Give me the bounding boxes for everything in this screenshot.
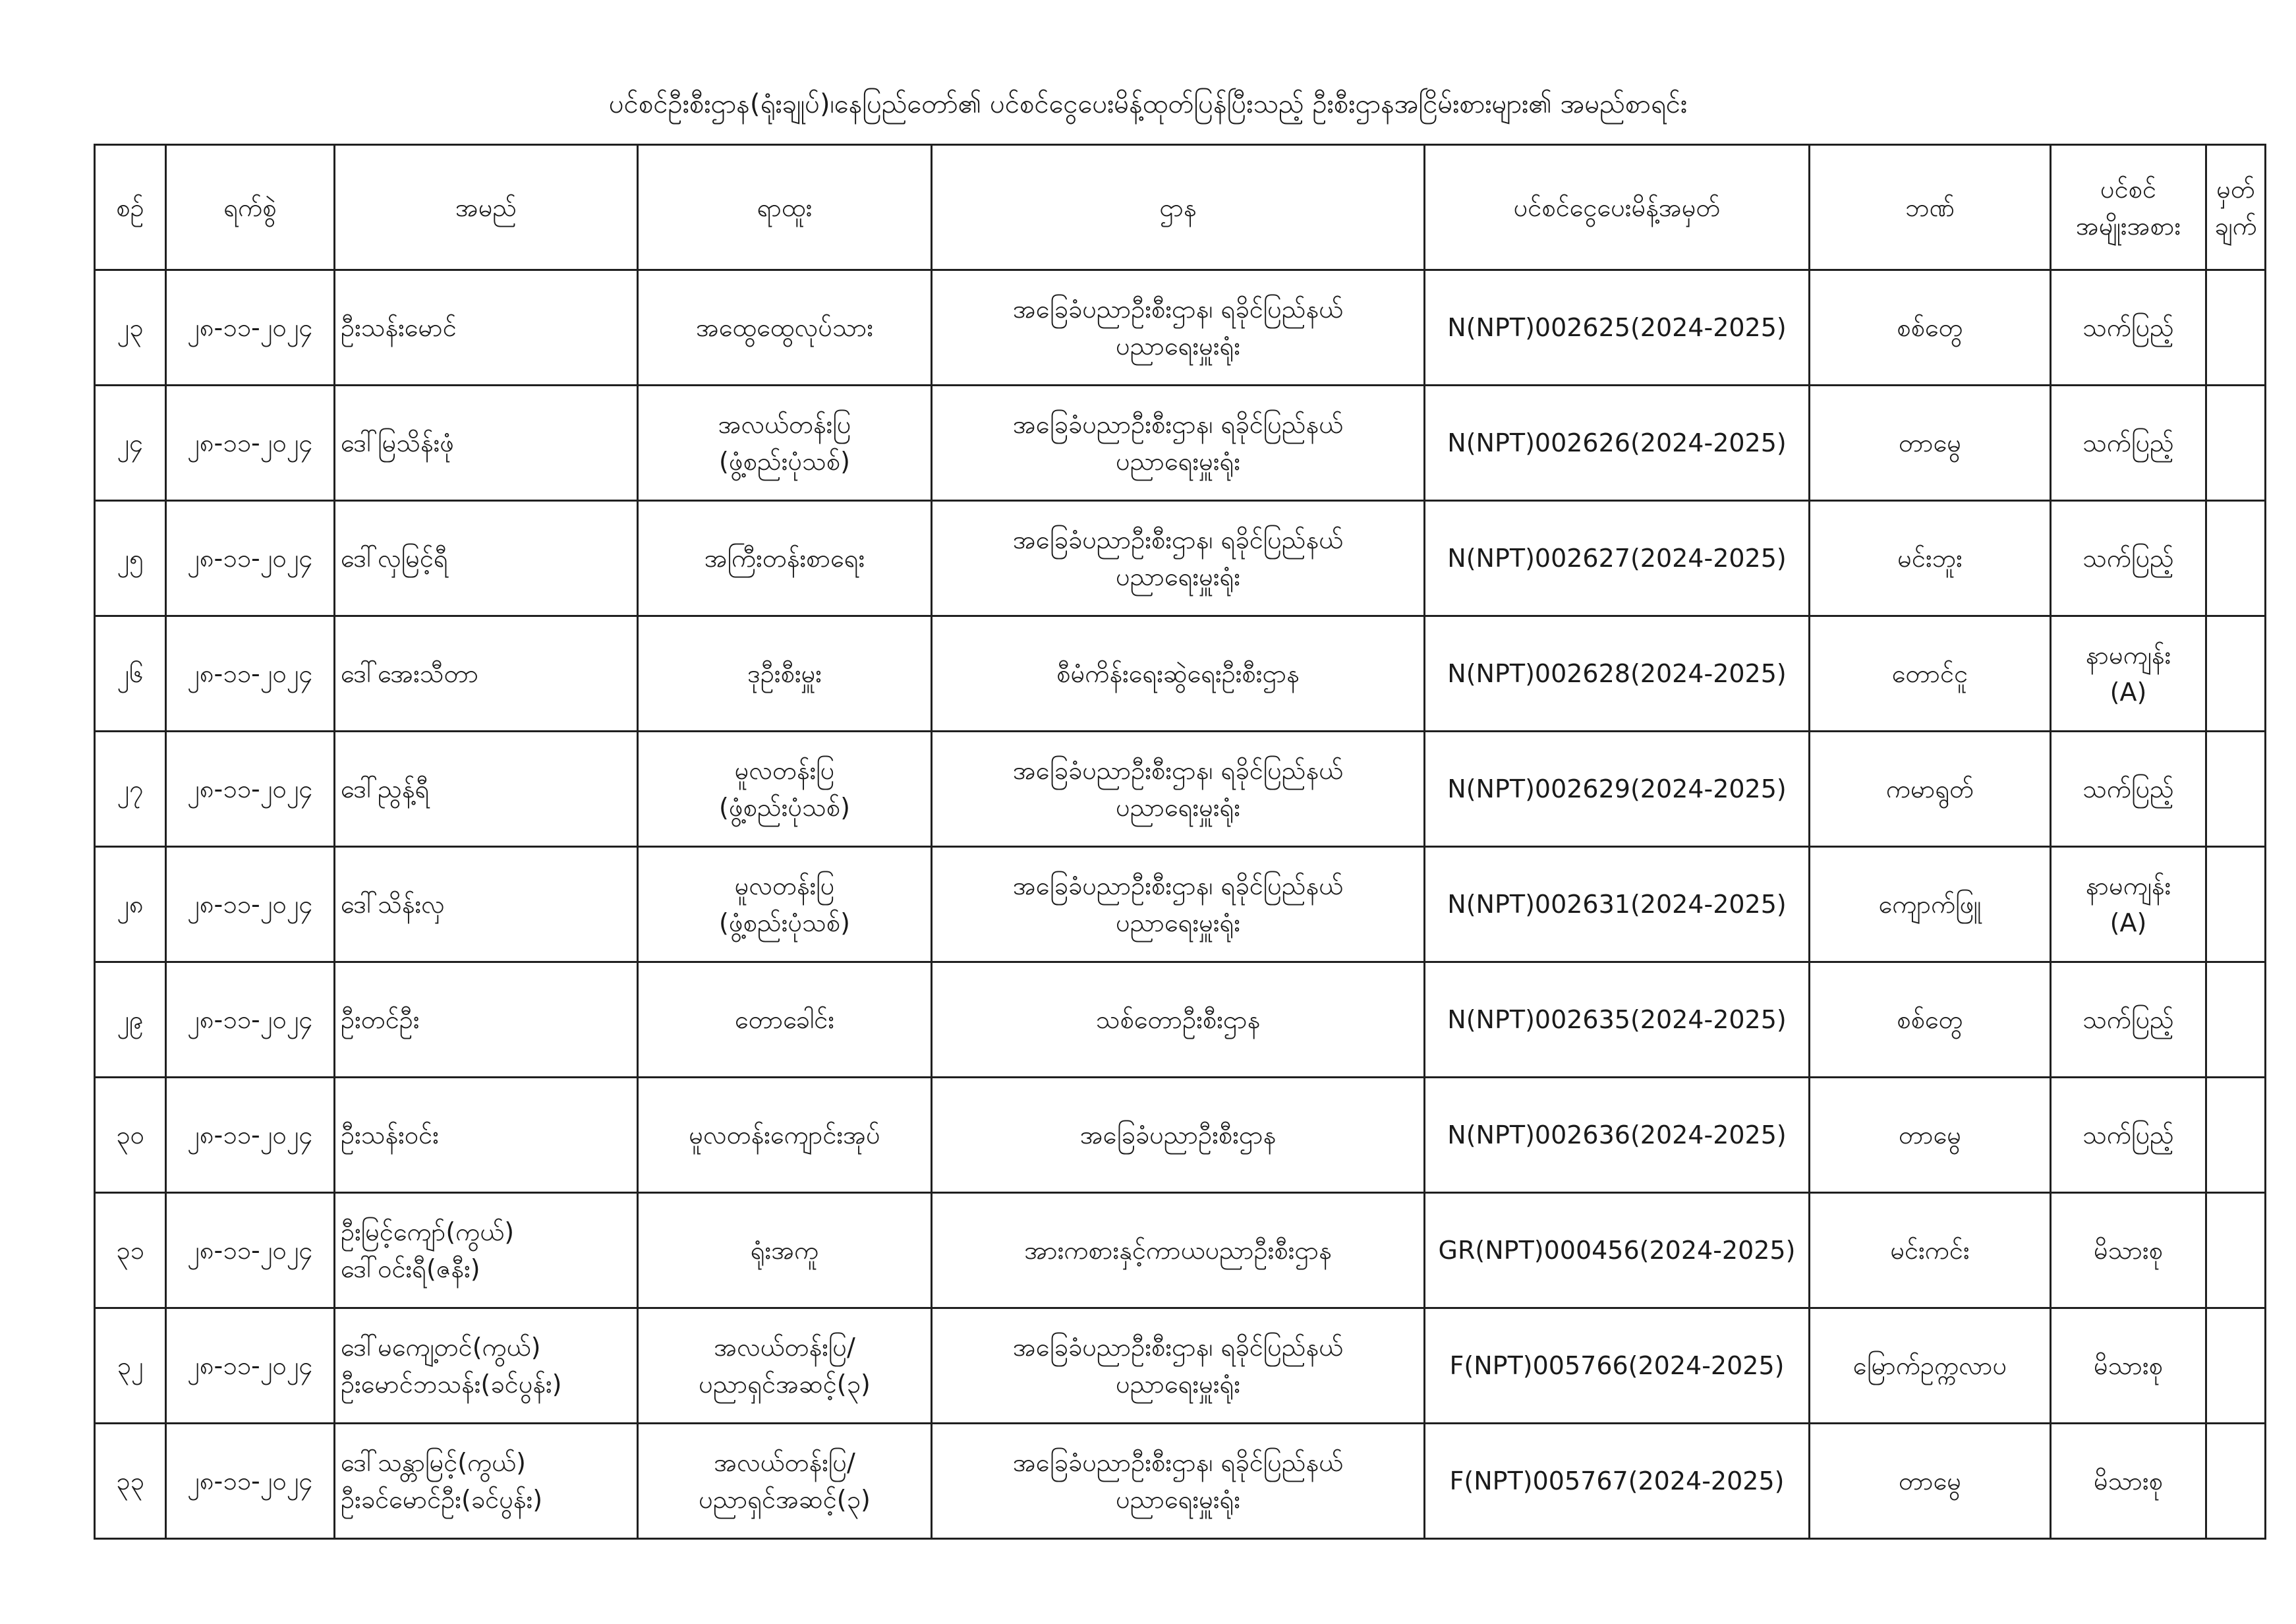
cell-bank: တာမွေ bbox=[1810, 386, 2051, 501]
header-no: စဉ် bbox=[95, 145, 166, 270]
table-row bbox=[95, 1193, 2266, 1308]
cell-no: ၃၂ bbox=[95, 1308, 166, 1424]
cell-remark bbox=[2206, 732, 2266, 847]
cell-no: ၃၁ bbox=[95, 1193, 166, 1308]
cell-date: ၂၈-၁၁-၂၀၂၄ bbox=[166, 962, 335, 1078]
cell-bank: ကျောက်ဖြူ bbox=[1810, 847, 2051, 962]
cell-remark bbox=[2206, 616, 2266, 732]
header-department: ဌာန bbox=[932, 145, 1425, 270]
cell-no: ၂၉ bbox=[95, 962, 166, 1078]
cell-date: ၂၈-၁၁-၂၀၂၄ bbox=[166, 1424, 335, 1539]
table-row bbox=[95, 732, 2266, 847]
cell-order-no: N(NPT)002625(2024-2025) bbox=[1425, 270, 1810, 386]
cell-department: အခြေခံပညာဦးစီးဌာန bbox=[932, 1078, 1425, 1193]
cell-no: ၃၀ bbox=[95, 1078, 166, 1193]
cell-date: ၂၈-၁၁-၂၀၂၄ bbox=[166, 1078, 335, 1193]
cell-bank: မင်းကင်း bbox=[1810, 1193, 2051, 1308]
cell-department: သစ်တောဦးစီးဌာန bbox=[932, 962, 1425, 1078]
cell-remark bbox=[2206, 1078, 2266, 1193]
cell-rank: မူလတန်းပြ (ဖွံ့စည်းပုံသစ်) bbox=[638, 847, 932, 962]
cell-name: ဦးတင်ဦး bbox=[335, 962, 638, 1078]
cell-no: ၃၃ bbox=[95, 1424, 166, 1539]
cell-pension-type: နာမကျန်း (A) bbox=[2051, 616, 2206, 732]
cell-date: ၂၈-၁၁-၂၀၂၄ bbox=[166, 847, 335, 962]
cell-date: ၂၈-၁၁-၂၀၂၄ bbox=[166, 386, 335, 501]
cell-rank: အလယ်တန်းပြ (ဖွံ့စည်းပုံသစ်) bbox=[638, 386, 932, 501]
table-row bbox=[95, 386, 2266, 501]
table-row bbox=[95, 270, 2266, 386]
cell-pension-type: သက်ပြည့် bbox=[2051, 501, 2206, 616]
cell-order-no: N(NPT)002627(2024-2025) bbox=[1425, 501, 1810, 616]
cell-bank: တာမွေ bbox=[1810, 1424, 2051, 1539]
cell-name: ဦးသန်းမောင် bbox=[335, 270, 638, 386]
cell-department: အခြေခံပညာဦးစီးဌာန၊ ရခိုင်ပြည်နယ် ပညာရေးမှူးရုံး bbox=[932, 847, 1425, 962]
cell-order-no: N(NPT)002629(2024-2025) bbox=[1425, 732, 1810, 847]
header-remark: မှတ် ချက် bbox=[2206, 145, 2266, 270]
cell-date: ၂၈-၁၁-၂၀၂၄ bbox=[166, 616, 335, 732]
cell-order-no: N(NPT)002628(2024-2025) bbox=[1425, 616, 1810, 732]
header-name: အမည် bbox=[335, 145, 638, 270]
cell-date: ၂၈-၁၁-၂၀၂၄ bbox=[166, 270, 335, 386]
cell-rank: ဒုဦးစီးမှူး bbox=[638, 616, 932, 732]
cell-name: ဒေါ်လှမြင့်ရီ bbox=[335, 501, 638, 616]
cell-bank: တာမွေ bbox=[1810, 1078, 2051, 1193]
cell-pension-type: သက်ပြည့် bbox=[2051, 270, 2206, 386]
table-body bbox=[95, 270, 2266, 1539]
cell-rank: မူလတန်းပြ (ဖွံ့စည်းပုံသစ်) bbox=[638, 732, 932, 847]
cell-department: အားကစားနှင့်ကာယပညာဦးစီးဌာန bbox=[932, 1193, 1425, 1308]
cell-pension-type: သက်ပြည့် bbox=[2051, 386, 2206, 501]
cell-rank: အကြီးတန်းစာရေး bbox=[638, 501, 932, 616]
table-row bbox=[95, 1424, 2266, 1539]
cell-pension-type: မိသားစု bbox=[2051, 1308, 2206, 1424]
cell-date: ၂၈-၁၁-၂၀၂၄ bbox=[166, 1193, 335, 1308]
pension-register-table bbox=[94, 144, 2266, 1540]
cell-name: ဒေါ်မကျေ့တင်(ကွယ်) ဦးမောင်ဘသန်း(ခင်ပွန်း) bbox=[335, 1308, 638, 1424]
cell-remark bbox=[2206, 1193, 2266, 1308]
cell-pension-type: မိသားစု bbox=[2051, 1193, 2206, 1308]
cell-order-no: F(NPT)005766(2024-2025) bbox=[1425, 1308, 1810, 1424]
table-row bbox=[95, 847, 2266, 962]
header-order-no: ပင်စင်ငွေပေးမိန့်အမှတ် bbox=[1425, 145, 1810, 270]
cell-remark bbox=[2206, 1308, 2266, 1424]
cell-order-no: N(NPT)002635(2024-2025) bbox=[1425, 962, 1810, 1078]
cell-pension-type: သက်ပြည့် bbox=[2051, 962, 2206, 1078]
cell-date: ၂၈-၁၁-၂၀၂၄ bbox=[166, 1308, 335, 1424]
cell-department: အခြေခံပညာဦးစီးဌာန၊ ရခိုင်ပြည်နယ် ပညာရေးမှူးရုံး bbox=[932, 270, 1425, 386]
cell-remark bbox=[2206, 270, 2266, 386]
cell-name: ဒေါ်သန္တာမြင့်(ကွယ်) ဦးခင်မောင်ဦး(ခင်ပွန်း) bbox=[335, 1424, 638, 1539]
cell-department: အခြေခံပညာဦးစီးဌာန၊ ရခိုင်ပြည်နယ် ပညာရေးမှူးရုံး bbox=[932, 501, 1425, 616]
cell-name: ဦးသန်းဝင်း bbox=[335, 1078, 638, 1193]
cell-order-no: N(NPT)002636(2024-2025) bbox=[1425, 1078, 1810, 1193]
table-row bbox=[95, 1308, 2266, 1424]
cell-date: ၂၈-၁၁-၂၀၂၄ bbox=[166, 501, 335, 616]
cell-bank: မြောက်ဥက္ကလာပ bbox=[1810, 1308, 2051, 1424]
cell-name: ဒေါ်အေးသီတာ bbox=[335, 616, 638, 732]
table-row bbox=[95, 501, 2266, 616]
table-row bbox=[95, 1078, 2266, 1193]
cell-bank: မင်းဘူး bbox=[1810, 501, 2051, 616]
cell-remark bbox=[2206, 847, 2266, 962]
header-date: ရက်စွဲ bbox=[166, 145, 335, 270]
cell-bank: တောင်ငူ bbox=[1810, 616, 2051, 732]
cell-bank: စစ်တွေ bbox=[1810, 270, 2051, 386]
cell-order-no: GR(NPT)000456(2024-2025) bbox=[1425, 1193, 1810, 1308]
table-row bbox=[95, 962, 2266, 1078]
cell-name: ဒေါ်သိန်းလှ bbox=[335, 847, 638, 962]
cell-date: ၂၈-၁၁-၂၀၂၄ bbox=[166, 732, 335, 847]
cell-name: ဦးမြင့်ကျော်(ကွယ်) ဒေါ်ဝင်းရီ(ဇနီး) bbox=[335, 1193, 638, 1308]
cell-pension-type: သက်ပြည့် bbox=[2051, 1078, 2206, 1193]
cell-order-no: N(NPT)002631(2024-2025) bbox=[1425, 847, 1810, 962]
cell-department: အခြေခံပညာဦးစီးဌာန၊ ရခိုင်ပြည်နယ် ပညာရေးမှူးရုံး bbox=[932, 1424, 1425, 1539]
cell-order-no: N(NPT)002626(2024-2025) bbox=[1425, 386, 1810, 501]
cell-remark bbox=[2206, 962, 2266, 1078]
table-row bbox=[95, 616, 2266, 732]
cell-bank: ကမာရွတ် bbox=[1810, 732, 2051, 847]
cell-rank: မူလတန်းကျောင်းအုပ် bbox=[638, 1078, 932, 1193]
cell-pension-type: သက်ပြည့် bbox=[2051, 732, 2206, 847]
cell-no: ၂၆ bbox=[95, 616, 166, 732]
cell-no: ၂၄ bbox=[95, 386, 166, 501]
cell-order-no: F(NPT)005767(2024-2025) bbox=[1425, 1424, 1810, 1539]
cell-department: အခြေခံပညာဦးစီးဌာန၊ ရခိုင်ပြည်နယ် ပညာရေးမှူးရုံး bbox=[932, 1308, 1425, 1424]
cell-no: ၂၅ bbox=[95, 501, 166, 616]
cell-rank: အထွေထွေလုပ်သား bbox=[638, 270, 932, 386]
header-pension-type: ပင်စင် အမျိုးအစား bbox=[2051, 145, 2206, 270]
cell-no: ၂၃ bbox=[95, 270, 166, 386]
cell-rank: အလယ်တန်းပြ/ ပညာရှင်အဆင့်(၃) bbox=[638, 1424, 932, 1539]
cell-department: အခြေခံပညာဦးစီးဌာန၊ ရခိုင်ပြည်နယ် ပညာရေးမှူးရုံး bbox=[932, 732, 1425, 847]
cell-pension-type: မိသားစု bbox=[2051, 1424, 2206, 1539]
cell-remark bbox=[2206, 501, 2266, 616]
document-title: ပင်စင်ဦးစီးဌာန(ရုံးချုပ်)၊နေပြည်တော်၏ ပင်စင်ငွေပေးမိန့်ထုတ်ပြန်ပြီးသည့် ဦးစီးဌာနအငြိမ်းစားများ၏ အမည်စာရင်း bbox=[608, 89, 1688, 119]
header-bank: ဘဏ် bbox=[1810, 145, 2051, 270]
cell-remark bbox=[2206, 386, 2266, 501]
cell-rank: တောခေါင်း bbox=[638, 962, 932, 1078]
cell-no: ၂၇ bbox=[95, 732, 166, 847]
header-rank: ရာထူး bbox=[638, 145, 932, 270]
cell-pension-type: နာမကျန်း (A) bbox=[2051, 847, 2206, 962]
cell-name: ဒေါ်ညွန့်ရီ bbox=[335, 732, 638, 847]
cell-name: ဒေါ်မြသိန်းဖုံ bbox=[335, 386, 638, 501]
cell-remark bbox=[2206, 1424, 2266, 1539]
table-header-row bbox=[95, 145, 2266, 270]
cell-rank: အလယ်တန်းပြ/ ပညာရှင်အဆင့်(၃) bbox=[638, 1308, 932, 1424]
cell-bank: စစ်တွေ bbox=[1810, 962, 2051, 1078]
cell-rank: ရုံးအကူ bbox=[638, 1193, 932, 1308]
cell-department: အခြေခံပညာဦးစီးဌာန၊ ရခိုင်ပြည်နယ် ပညာရေးမှူးရုံး bbox=[932, 386, 1425, 501]
cell-department: စီမံကိန်းရေးဆွဲရေးဦးစီးဌာန bbox=[932, 616, 1425, 732]
cell-no: ၂၈ bbox=[95, 847, 166, 962]
